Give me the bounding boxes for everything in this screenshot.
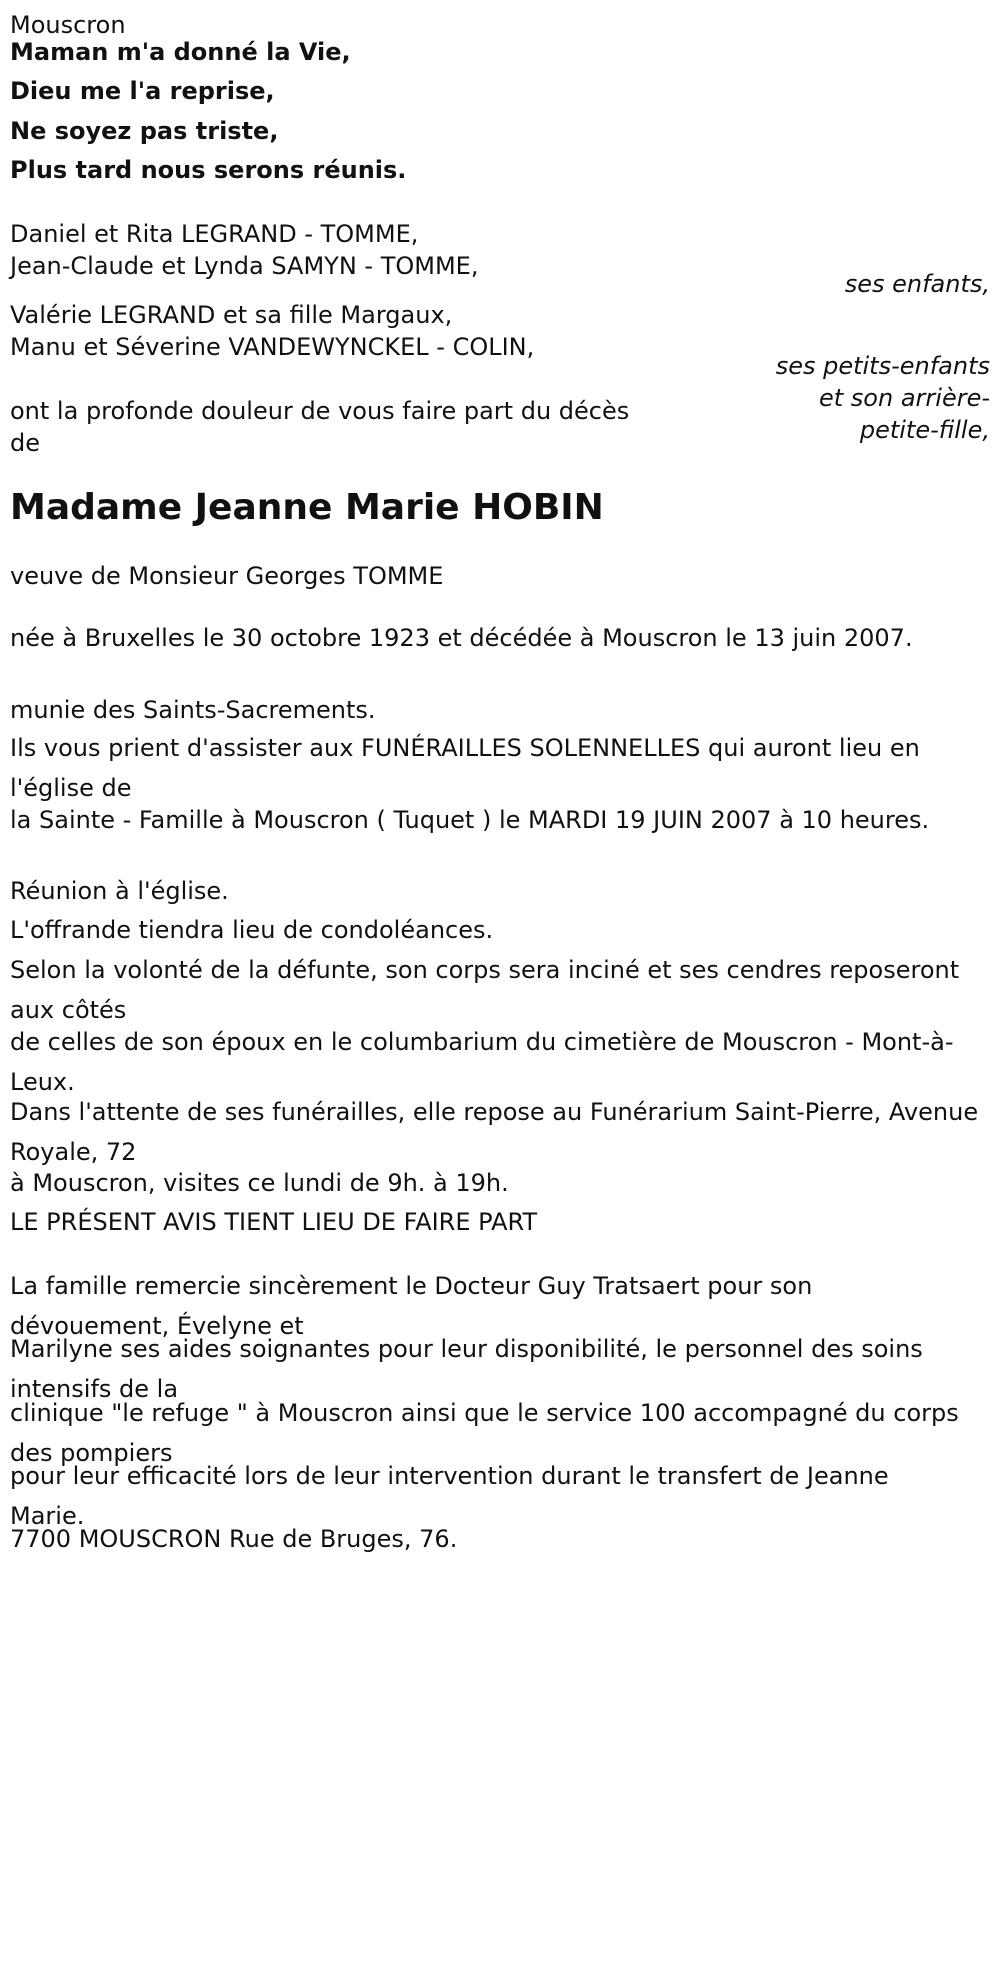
grandchildren-role-line: et son arrière- <box>819 384 990 412</box>
body-paragraph: Dans l'attente de ses funérailles, elle repose au Funérarium Saint-Pierre, Avenue Royale, 72 <box>10 1098 979 1166</box>
widow-of: veuve de Monsieur Georges TOMME <box>10 562 444 590</box>
thanks-paragraph: Marilyne ses aides soignantes pour leur disponibilité, le personnel des soins intensifs de la <box>10 1335 923 1403</box>
body-paragraph: munie des Saints-Sacrements. <box>10 696 376 724</box>
body-paragraph: Selon la volonté de la défunte, son corps sera inciné et ses cendres reposeront aux côtés <box>10 956 960 1024</box>
grandchildren-role-line: petite-fille, <box>859 416 990 444</box>
thanks-paragraph: La famille remercie sincèrement le Docteur Guy Tratsaert pour son dévouement, Évelyne et <box>10 1272 813 1340</box>
poem-line: Maman m'a donné la Vie, <box>10 38 351 66</box>
grandchildren-role-line: ses petits-enfants <box>775 352 990 380</box>
body-paragraph: née à Bruxelles le 30 octobre 1923 et décédée à Mouscron le 13 juin 2007. <box>10 624 913 652</box>
thanks-paragraph: pour leur efficacité lors de leur intervention durant le transfert de Jeanne Marie. <box>10 1462 889 1530</box>
child-name: Jean-Claude et Lynda SAMYN - TOMME, <box>10 252 479 280</box>
body-paragraph: de celles de son époux en le columbarium du cimetière de Mouscron - Mont-à-Leux. <box>10 1028 954 1096</box>
body-paragraph: Réunion à l'église. <box>10 877 229 905</box>
city-label: Mouscron <box>10 11 126 39</box>
deceased-name: Madame Jeanne Marie HOBIN <box>10 487 604 528</box>
body-paragraph: L'offrande tiendra lieu de condoléances. <box>10 916 494 944</box>
children-role: ses enfants, <box>844 270 990 298</box>
address-line: 7700 MOUSCRON Rue de Bruges, 76. <box>10 1525 458 1553</box>
announcement-line: de <box>10 429 40 457</box>
poem-line: Dieu me l'a reprise, <box>10 77 275 105</box>
grandchild-name: Manu et Séverine VANDEWYNCKEL - COLIN, <box>10 333 535 361</box>
grandchild-name: Valérie LEGRAND et sa fille Margaux, <box>10 301 453 329</box>
announcement-line: ont la profonde douleur de vous faire part du décès <box>10 397 630 425</box>
poem-line: Ne soyez pas triste, <box>10 117 279 145</box>
body-paragraph: à Mouscron, visites ce lundi de 9h. à 19h. <box>10 1169 509 1197</box>
thanks-paragraph: clinique "le refuge " à Mouscron ainsi que le service 100 accompagné du corps des pompiers <box>10 1399 959 1467</box>
body-paragraph: Ils vous prient d'assister aux FUNÉRAILLES SOLENNELLES qui auront lieu en l'église de <box>10 734 920 802</box>
child-name: Daniel et Rita LEGRAND - TOMME, <box>10 220 419 248</box>
body-paragraph: la Sainte - Famille à Mouscron ( Tuquet ) le MARDI 19 JUIN 2007 à 10 heures. <box>10 806 930 834</box>
poem-line: Plus tard nous serons réunis. <box>10 156 407 184</box>
body-paragraph: LE PRÉSENT AVIS TIENT LIEU DE FAIRE PART <box>10 1208 538 1236</box>
